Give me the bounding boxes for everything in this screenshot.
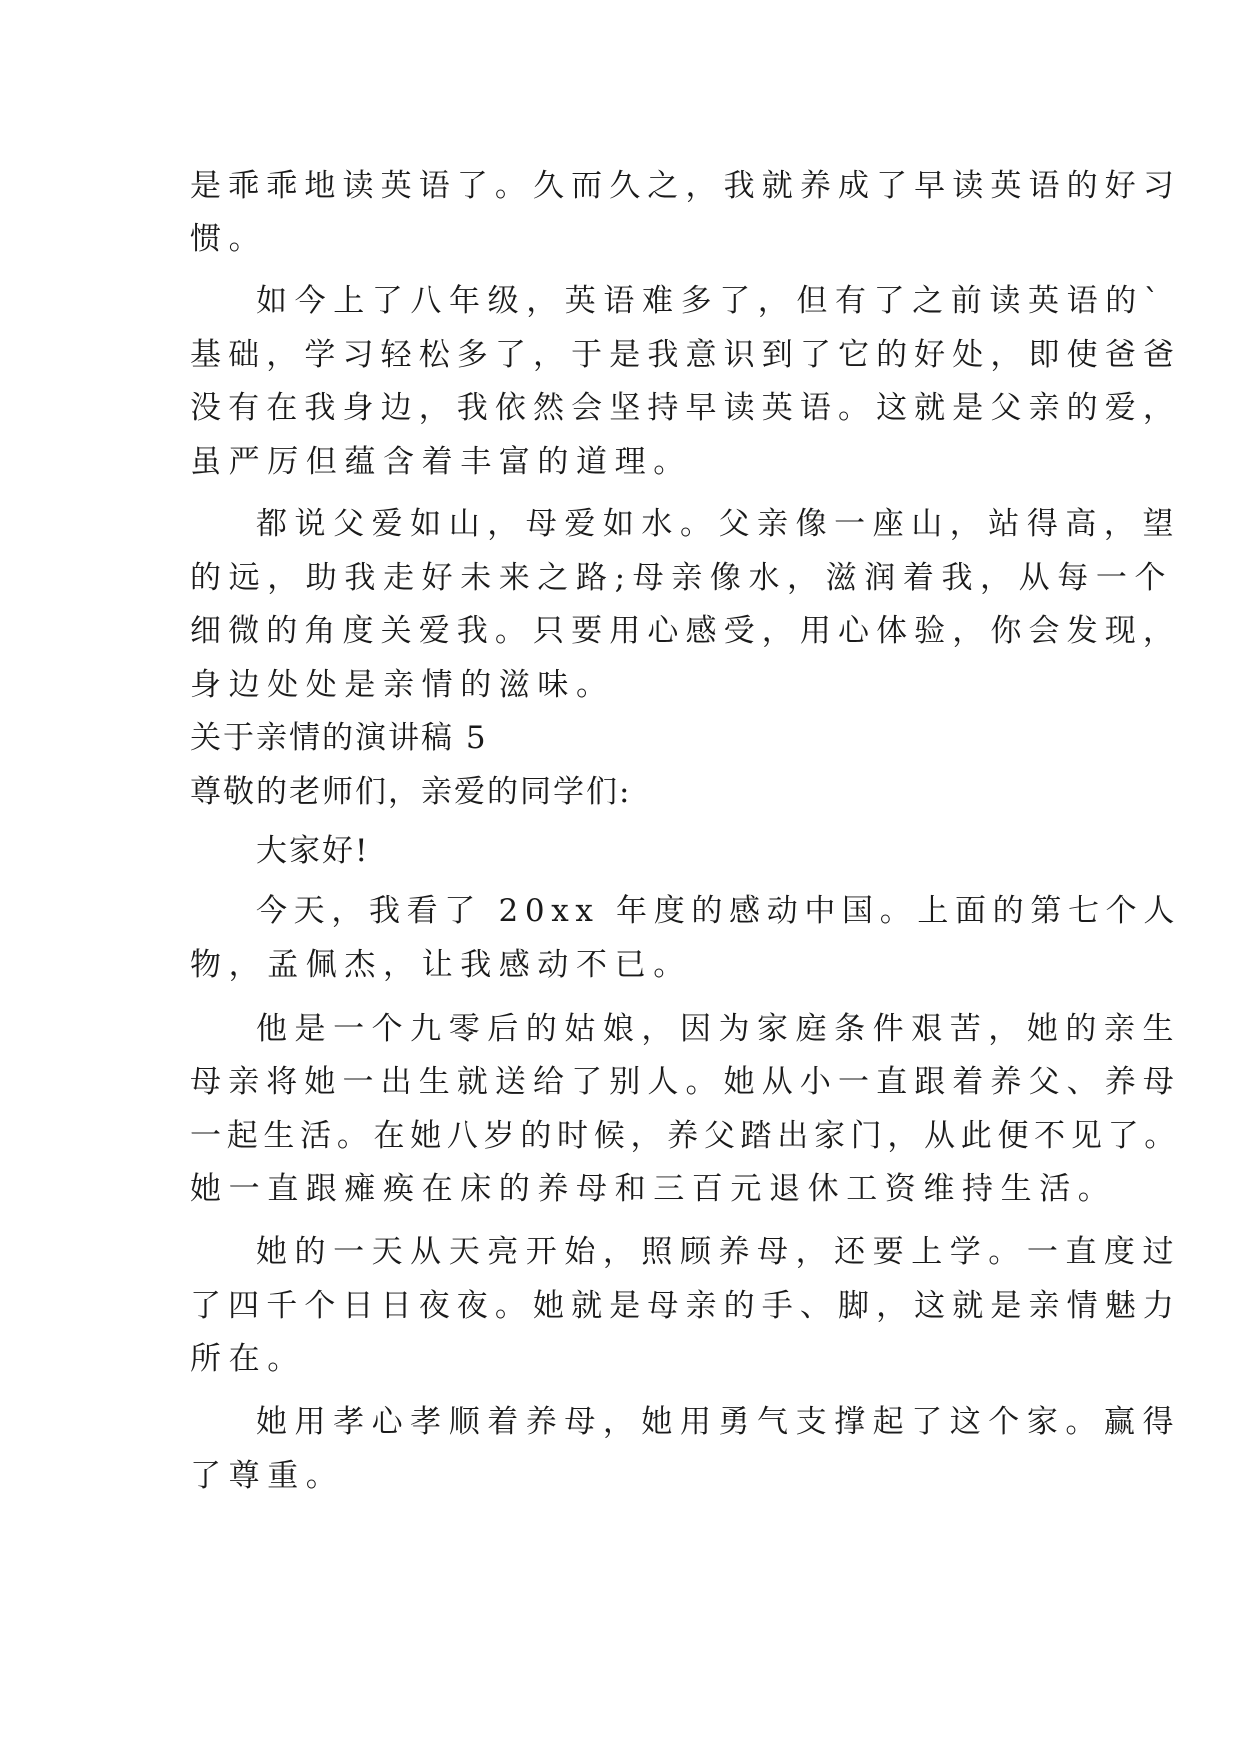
paragraph-5-line-2: 母亲将她一出生就送给了别人。她从小一直跟着养父、养母 (190, 1064, 1181, 1100)
paragraph-3-line-1: 都说父爱如山，母爱如水。父亲像一座山，站得高，望 (256, 506, 1181, 542)
paragraph-7-line-2: 了尊重。 (190, 1458, 345, 1494)
section-title: 关于亲情的演讲稿 5 (190, 720, 488, 756)
paragraph-7-line-1: 她用孝心孝顺着养母，她用勇气支撑起了这个家。赢得 (256, 1404, 1181, 1440)
paragraph-4-line-2: 物，孟佩杰，让我感动不已。 (190, 947, 692, 983)
greeting: 大家好! (256, 833, 370, 869)
paragraph-6-line-3: 所在。 (190, 1341, 306, 1377)
paragraph-3-line-3: 细微的角度关爱我。只要用心感受，用心体验，你会发现， (190, 613, 1181, 649)
paragraph-4-line-1: 今天，我看了 20xx 年度的感动中国。上面的第七个人 (256, 893, 1181, 929)
paragraph-5-line-4: 她一直跟瘫痪在床的养母和三百元退休工资维持生活。 (190, 1171, 1117, 1207)
paragraph-3-line-4: 身边处处是亲情的滋味。 (190, 667, 615, 703)
paragraph-2-line-1: 如今上了八年级，英语难多了，但有了之前读英语的` (256, 283, 1167, 319)
paragraph-2-line-3: 没有在我身边，我依然会坚持早读英语。这就是父亲的爱， (190, 390, 1181, 426)
paragraph-2-line-2: 基础，学习轻松多了，于是我意识到了它的好处，即使爸爸 (190, 337, 1181, 373)
paragraph-6-line-2: 了四千个日日夜夜。她就是母亲的手、脚，这就是亲情魅力 (190, 1288, 1181, 1324)
paragraph-2-line-4: 虽严厉但蕴含着丰富的道理。 (190, 444, 692, 480)
paragraph-5-line-1: 他是一个九零后的姑娘，因为家庭条件艰苦，她的亲生 (256, 1011, 1181, 1047)
paragraph-1-line-1: 是乖乖地读英语了。久而久之，我就养成了早读英语的好习 (190, 168, 1181, 204)
paragraph-3-line-2: 的远，助我走好未来之路;母亲像水，滋润着我，从每一个 (190, 560, 1174, 596)
salutation: 尊敬的老师们，亲爱的同学们: (190, 774, 632, 810)
paragraph-1-line-2: 惯。 (190, 221, 268, 257)
paragraph-5-line-3: 一起生活。在她八岁的时候，养父踏出家门，从此便不见了。 (190, 1118, 1181, 1154)
paragraph-6-line-1: 她的一天从天亮开始，照顾养母，还要上学。一直度过 (256, 1234, 1181, 1270)
